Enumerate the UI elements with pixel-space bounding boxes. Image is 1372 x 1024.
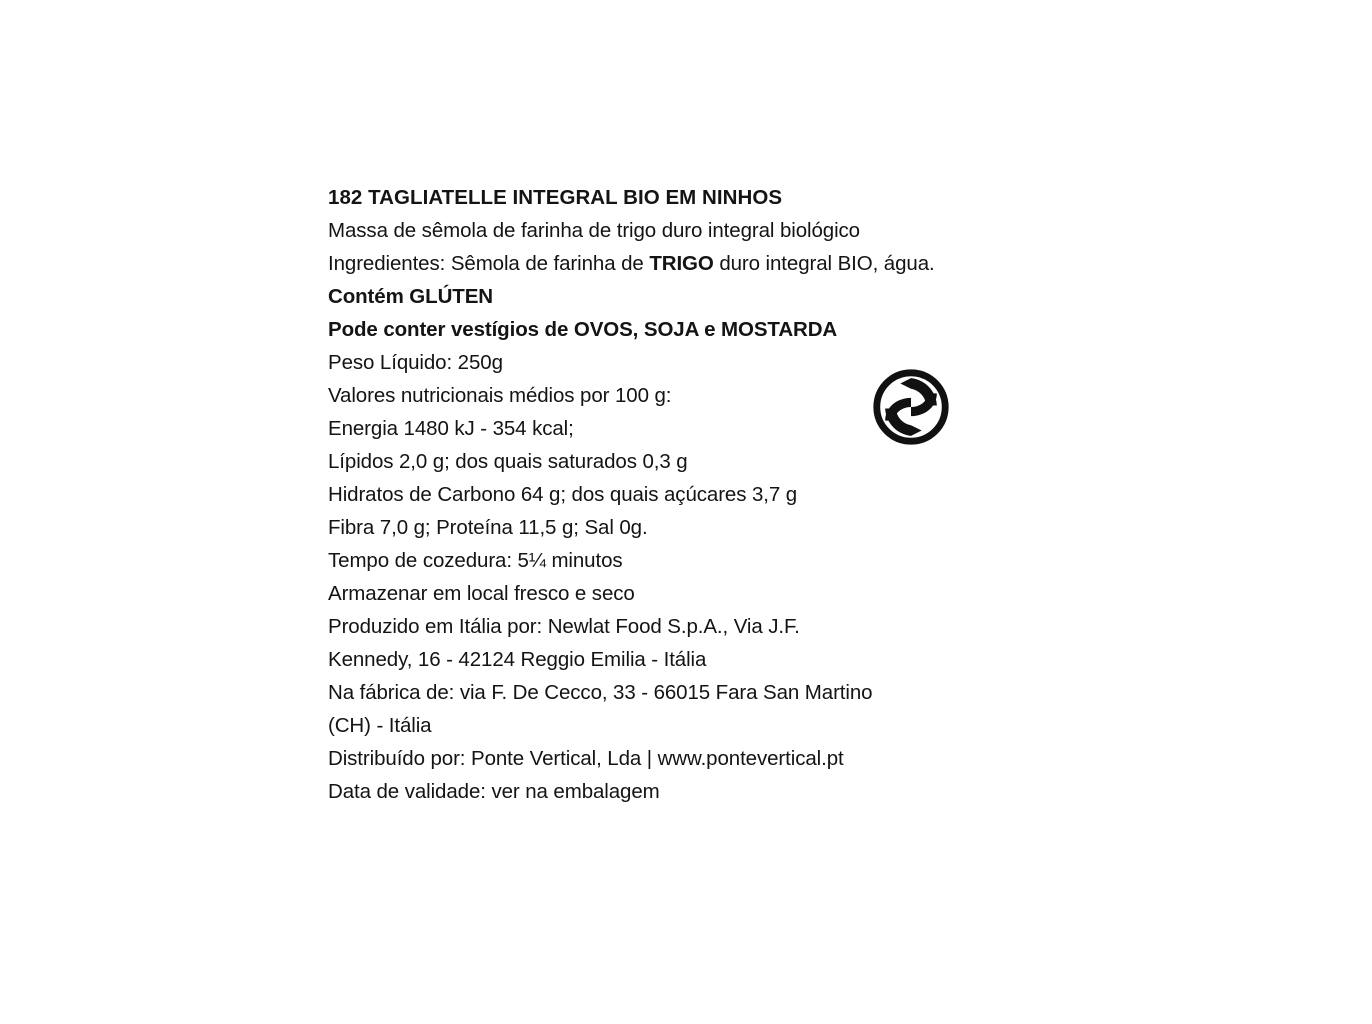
cooking-time: Tempo de cozedura: 5¼ minutos [328,549,623,572]
product-title: 182 TAGLIATELLE INTEGRAL BIO EM NINHOS [328,186,783,209]
nutrition-heading: Valores nutricionais médios por 100 g: [328,384,672,407]
ingredients-allergen-trigo: TRIGO [649,252,714,275]
ingredients-suffix: duro integral BIO, água. [713,252,935,275]
allergen-contains-gluten: Contém GLÚTEN [328,285,493,308]
storage-instructions: Armazenar em local fresco e seco [328,582,635,605]
factory-line-1: Na fábrica de: via F. De Cecco, 33 - 66015 Fara San Martino [328,681,873,704]
allergen-traces: Pode conter vestígios de OVOS, SOJA e MOSTARDA [328,318,838,341]
nutrition-carbohydrate: Hidratos de Carbono 64 g; dos quais açúcares 3,7 g [328,483,798,506]
factory-line-2: (CH) - Itália [328,714,432,737]
expiry-line: Data de validade: ver na embalagem [328,780,660,803]
nutrition-fibre-protein-salt: Fibra 7,0 g; Proteína 11,5 g; Sal 0g. [328,516,648,539]
producer-line-1: Produzido em Itália por: Newlat Food S.p.A., Via J.F. [328,615,800,638]
net-weight: Peso Líquido: 250g [328,351,503,374]
ingredients-prefix: Ingredientes: Sêmola de farinha de [328,252,650,275]
ingredients-line [328,247,1228,280]
green-dot-recycling-icon [873,369,949,445]
label-text-block [328,181,1228,808]
product-description: Massa de sêmola de farinha de trigo duro integral biológico [328,219,860,242]
producer-line-2: Kennedy, 16 - 42124 Reggio Emilia - Itália [328,648,707,671]
distributor-line: Distribuído por: Ponte Vertical, Lda | www.pontevertical.pt [328,747,844,770]
nutrition-energy: Energia 1480 kJ - 354 kcal; [328,417,574,440]
nutrition-fat: Lípidos 2,0 g; dos quais saturados 0,3 g [328,450,688,473]
